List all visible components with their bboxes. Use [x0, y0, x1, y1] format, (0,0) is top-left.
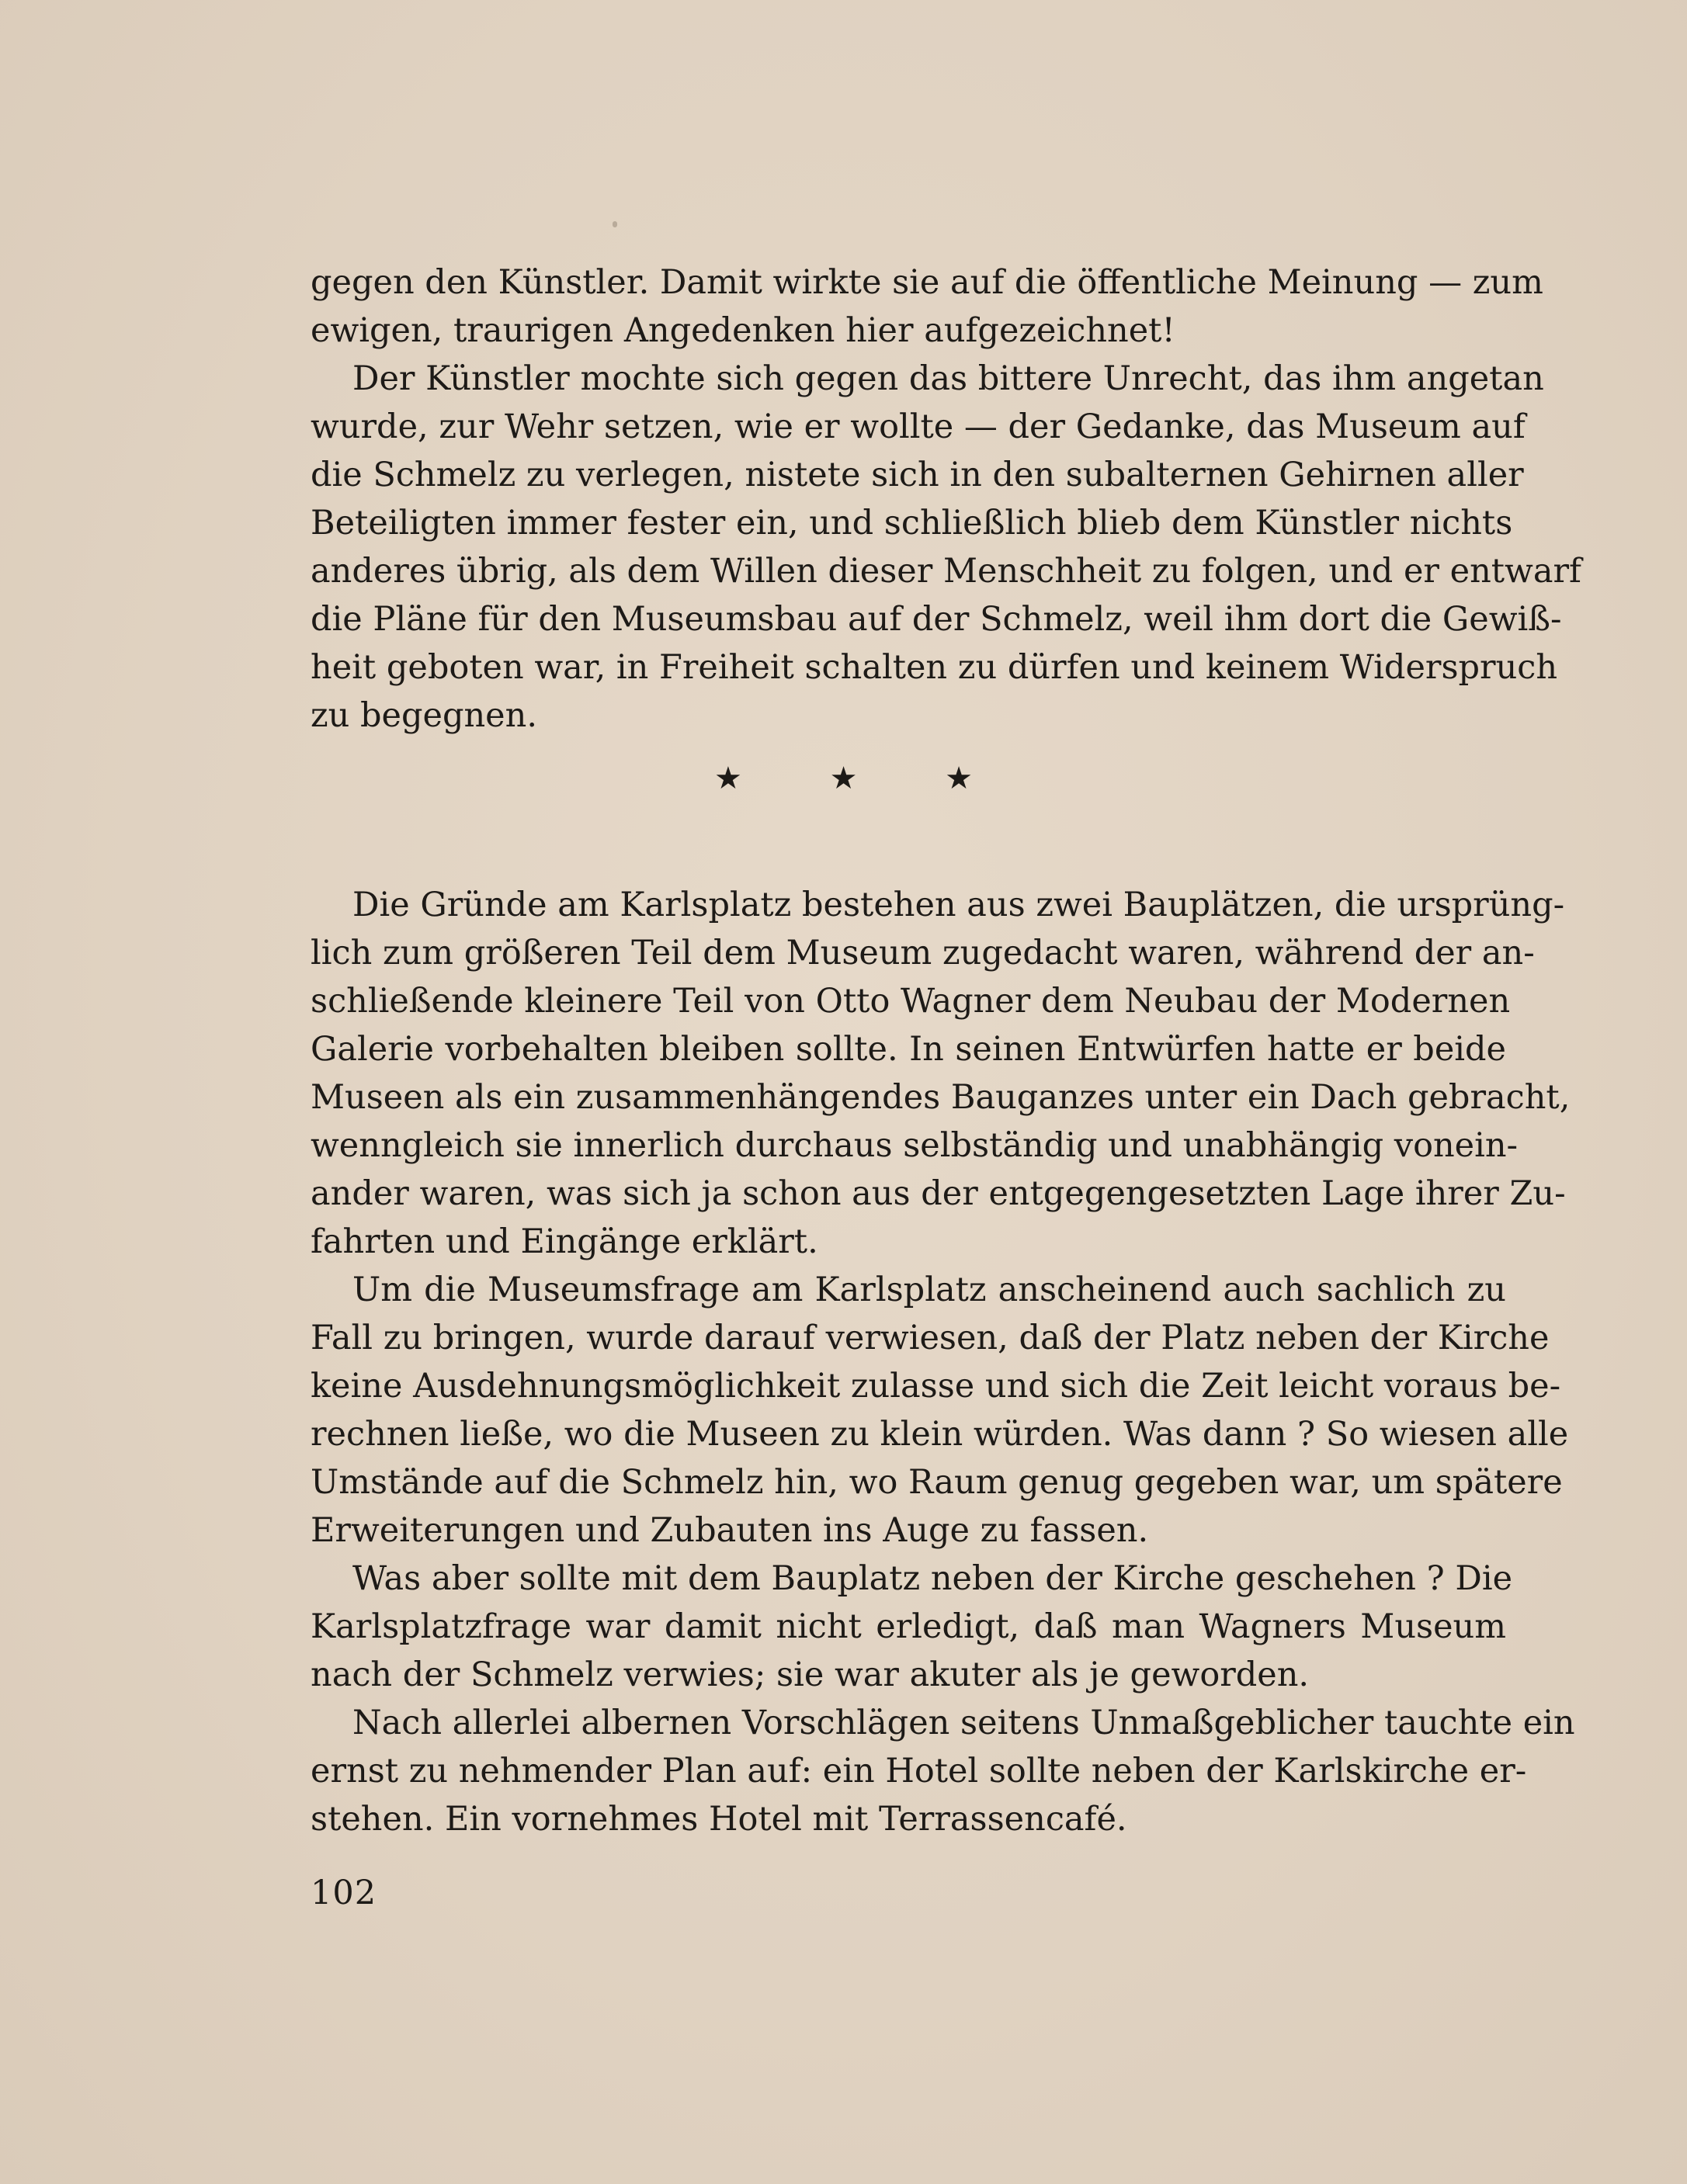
text-line: anderes übrig, als dem Willen dieser Menschheit zu folgen, und er entwarf — [311, 552, 1581, 591]
text-line: ander waren, was sich ja schon aus der entgegengesetzten Lage ihrer Zu- — [311, 1174, 1566, 1213]
text-line: heit geboten war, in Freiheit schalten zu dürfen und keinem Widerspruch — [311, 648, 1558, 687]
page-number: 102 — [311, 1874, 377, 1912]
star-ornament: ★ — [945, 761, 973, 796]
paper-speck — [613, 221, 617, 227]
text-line: keine Ausdehnungsmöglichkeit zulasse und sich die Zeit leicht voraus be- — [311, 1367, 1561, 1406]
text-line: Fall zu bringen, wurde darauf verwiesen, daß der Platz neben der Kirche — [311, 1319, 1550, 1357]
text-line: ewigen, traurigen Angedenken hier aufgezeichnet! — [311, 311, 1175, 350]
text-line: wenngleich sie innerlich durchaus selbständig und unabhängig vonein- — [311, 1126, 1519, 1165]
text-line: rechnen ließe, wo die Museen zu klein würden. Was dann ? So wiesen alle — [311, 1415, 1569, 1454]
text-line: Galerie vorbehalten bleiben sollte. In seinen Entwürfen hatte er beide — [311, 1030, 1506, 1069]
text-block-bottom — [311, 881, 1575, 1843]
text-line: nach der Schmelz verwies; sie war akuter als je geworden. — [311, 1655, 1310, 1694]
text-line: Museen als ein zusammenhängendes Bauganzes unter ein Dach gebracht, — [311, 1078, 1571, 1117]
star-ornament: ★ — [713, 761, 742, 796]
text-line: Umstände auf die Schmelz hin, wo Raum genug gegeben war, um spätere — [311, 1463, 1563, 1502]
text-line: wurde, zur Wehr setzen, wie er wollte — der Gedanke, das Museum auf — [311, 407, 1526, 446]
text-line: zu begegnen. — [311, 696, 537, 735]
text-line: Erweiterungen und Zubauten ins Auge zu fassen. — [311, 1511, 1149, 1550]
section-separator — [0, 761, 1687, 796]
text-line: stehen. Ein vornehmes Hotel mit Terrassencafé. — [311, 1800, 1127, 1839]
text-line: Um die Museumsfrage am Karlsplatz anscheinend auch sachlich zu — [352, 1271, 1506, 1309]
star-ornament: ★ — [829, 761, 858, 796]
text-line: fahrten und Eingänge erklärt. — [311, 1222, 818, 1261]
text-line: gegen den Künstler. Damit wirkte sie auf die öffentliche Meinung — zum — [311, 263, 1543, 302]
text-line: die Pläne für den Museumsbau auf der Schmelz, weil ihm dort die Gewiß- — [311, 600, 1562, 639]
text-line: Die Gründe am Karlsplatz bestehen aus zwei Bauplätzen, die ursprüng- — [352, 886, 1565, 924]
text-line: Der Künstler mochte sich gegen das bittere Unrecht, das ihm angetan — [352, 359, 1544, 398]
text-line: ernst zu nehmender Plan auf: ein Hotel sollte neben der Karlskirche er- — [311, 1752, 1527, 1791]
text-line: die Schmelz zu verlegen, nistete sich in den subalternen Gehirnen aller — [311, 456, 1524, 494]
text-line: lich zum größeren Teil dem Museum zugedacht waren, während der an- — [311, 934, 1535, 972]
text-line: Nach allerlei albernen Vorschlägen seitens Unmaßgeblicher tauchte ein — [352, 1704, 1575, 1742]
text-line: Was aber sollte mit dem Bauplatz neben der Kirche geschehen ? Die — [352, 1559, 1513, 1598]
text-line: schließende kleinere Teil von Otto Wagner dem Neubau der Modernen — [311, 982, 1511, 1021]
text-line: Beteiligten immer fester ein, und schließlich blieb dem Künstler nichts — [311, 504, 1513, 543]
text-block-top — [311, 258, 1581, 740]
text-line: Karlsplatzfrage war damit nicht erledigt, daß man Wagners Museum — [311, 1607, 1506, 1646]
